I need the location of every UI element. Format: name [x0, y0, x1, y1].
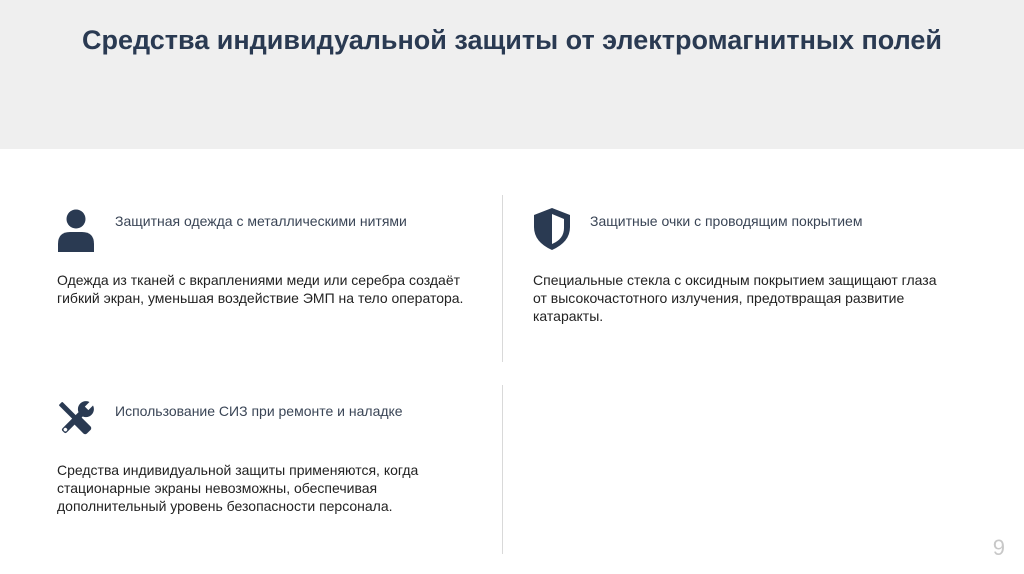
shield-icon — [532, 207, 572, 251]
page-number: 9 — [992, 535, 1005, 560]
card-title: Защитные очки с проводящим покрытием — [590, 213, 863, 229]
slide-title: Средства индивидуальной защиты от электромагнитных полей — [81, 25, 943, 55]
column-divider-bottom — [502, 385, 503, 554]
slide-header — [0, 0, 1024, 149]
card-text: Специальные стекла с оксидным покрытием защищают глаза от высокочастотного излучения, предотвращая развитие катаракты. — [533, 272, 937, 324]
tools-icon — [56, 397, 96, 441]
card-title: Использование СИЗ при ремонте и наладке — [115, 403, 403, 419]
column-divider-top — [502, 195, 503, 362]
card-text: Одежда из тканей с вкраплениями меди или серебра создаёт гибкий экран, уменьшая воздействие ЭМП на тело оператора. — [57, 272, 464, 306]
card-text: Средства индивидуальной защиты применяются, когда стационарные экраны невозможны, обеспечивая дополнительный уровень безопасности персонала. — [57, 462, 419, 514]
person-icon — [56, 208, 96, 252]
card-title: Защитная одежда с металлическими нитями — [115, 213, 407, 229]
